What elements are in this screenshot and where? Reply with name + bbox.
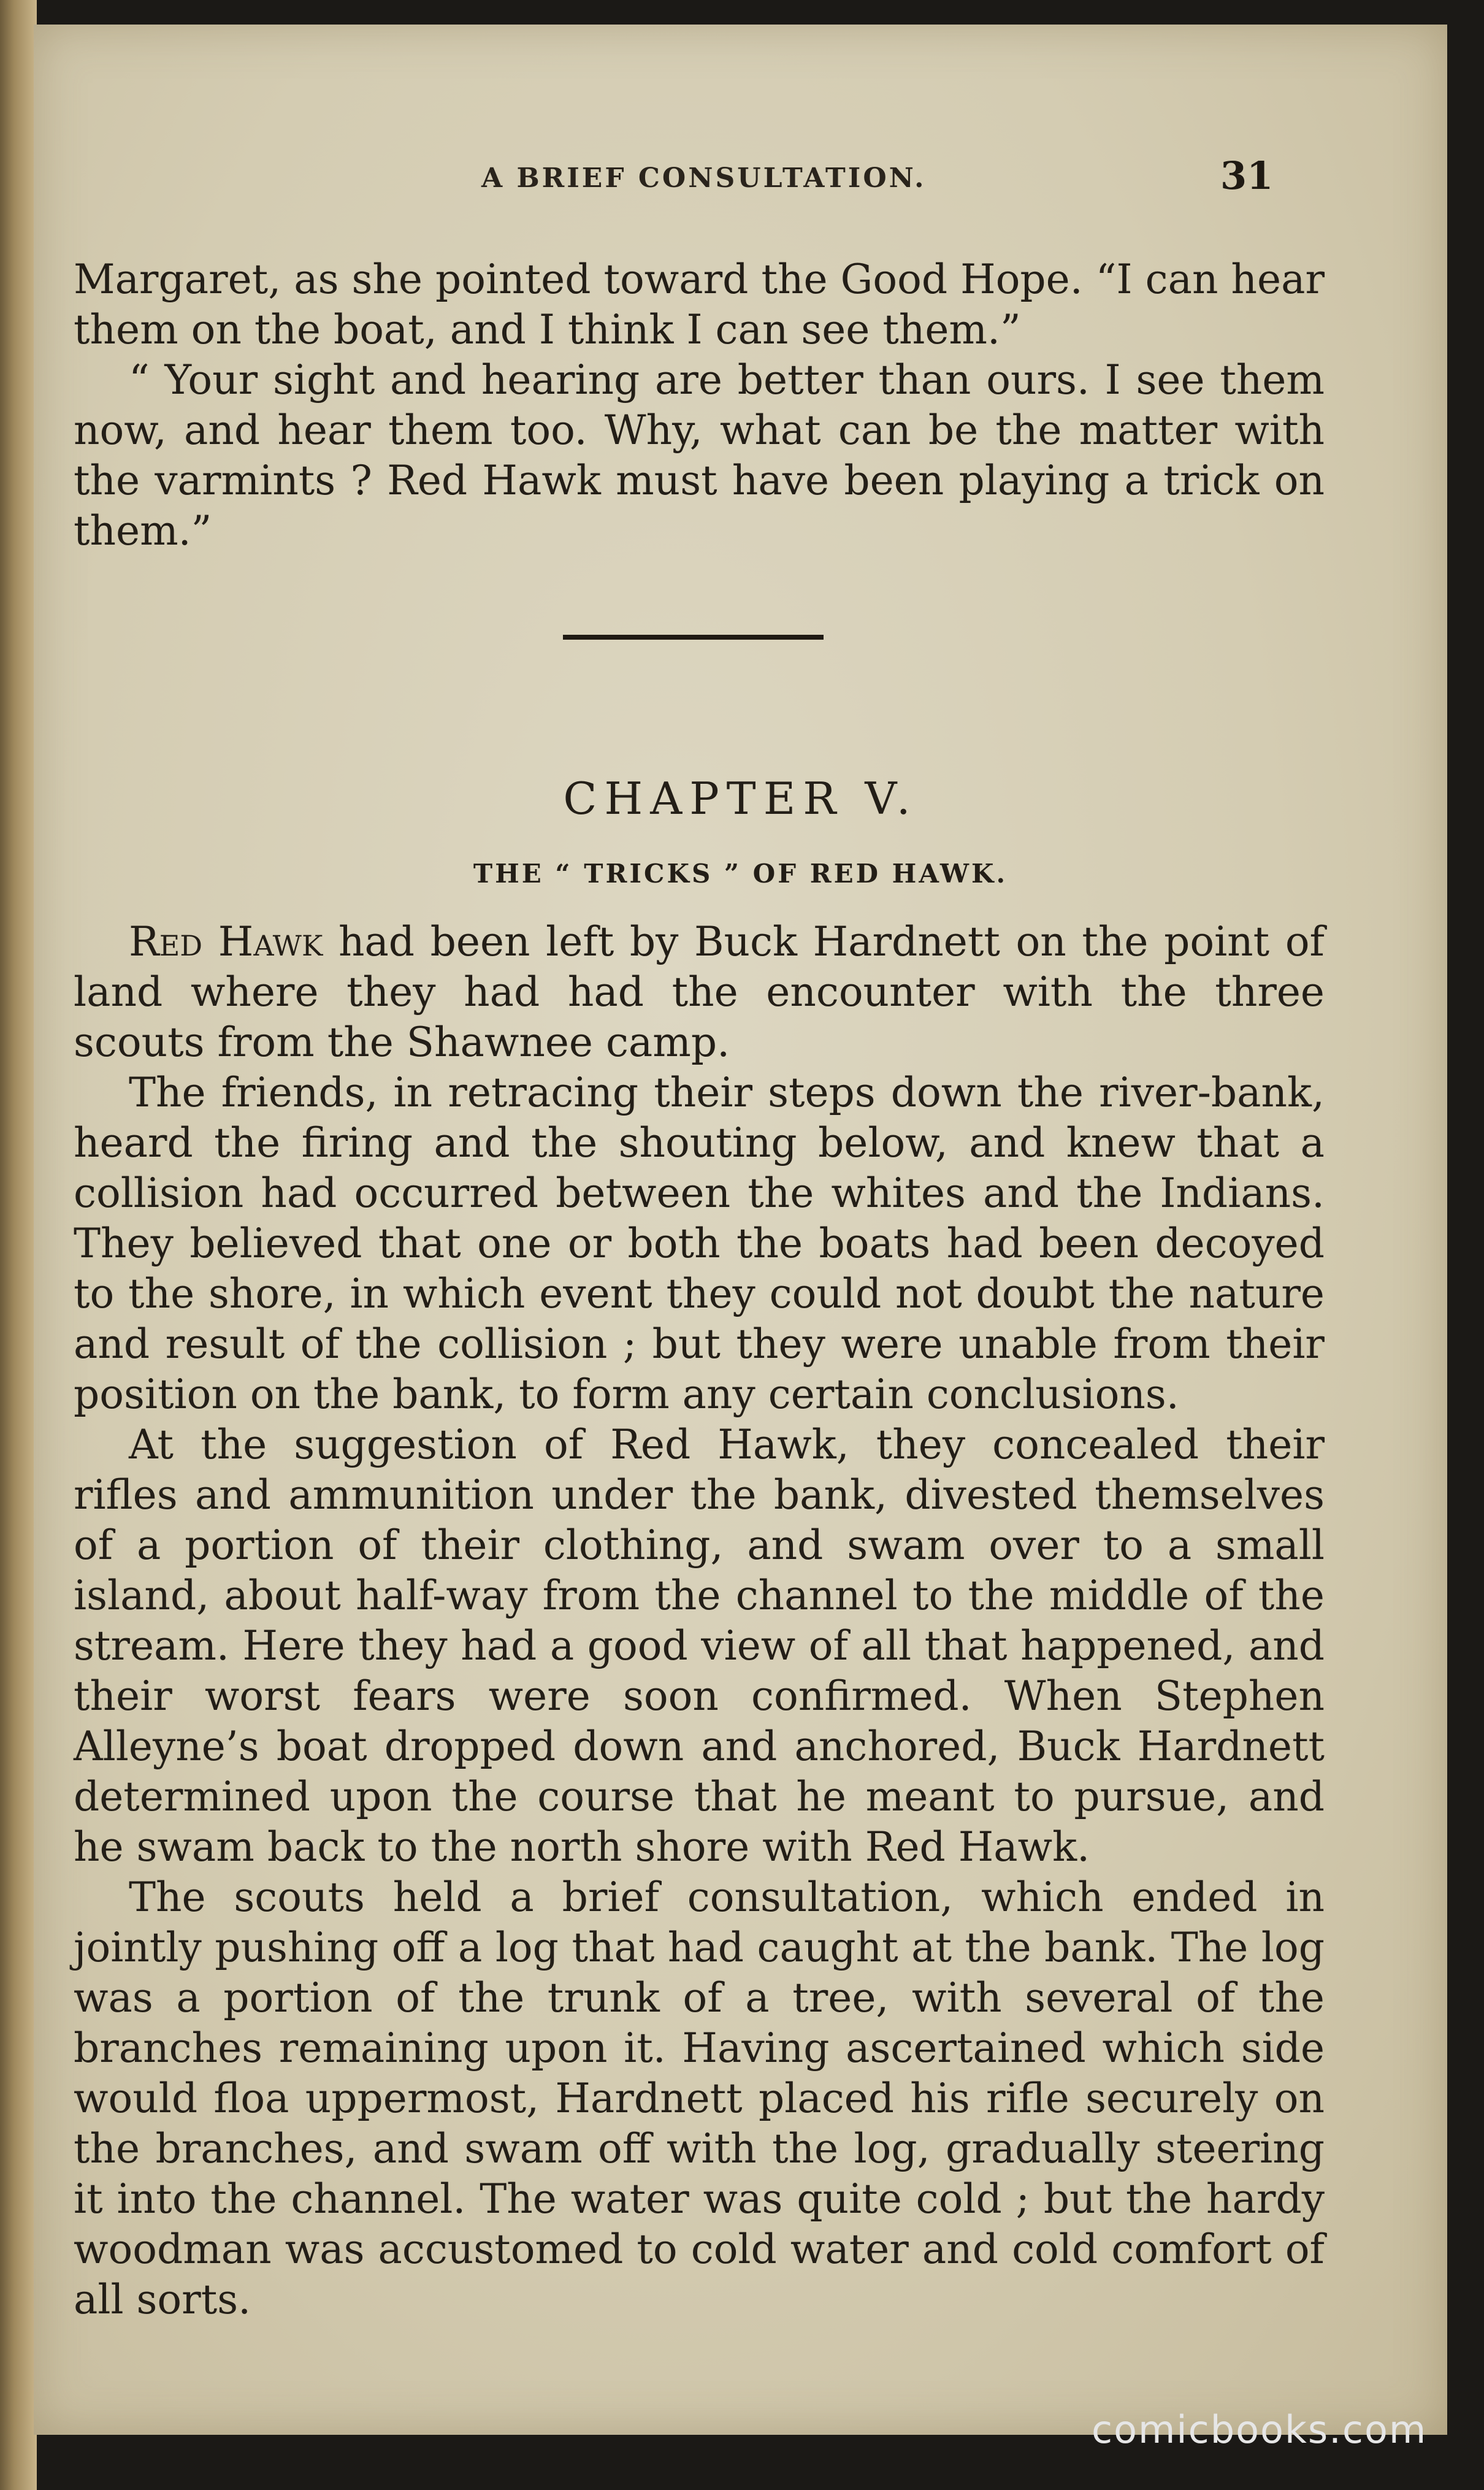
- paragraph: Margaret, as she pointed toward the Good Hope. “I can hear them on the boat, and I think I can see them.”: [74, 256, 1325, 353]
- running-title: A BRIEF CONSULTATION.: [481, 163, 927, 194]
- chapter-heading: CHAPTER V.: [563, 773, 918, 824]
- book-spine-edge: [0, 0, 37, 2490]
- paragraph: “ Your sight and hearing are better than ours. I see them now, and hear them too. Why, what can be the matter with the varmints ? Red Hawk must have been playing a trick on them.”: [74, 356, 1325, 554]
- paragraph: The friends, in retracing their steps down the river-bank, heard the firing and the shouting below, and knew that a collision had occurred between the whites and the Indians. They believed that one or both the boats had been decoyed to the shore, in which event they could not doubt the nature and result of the collision ; but they were unable from their position on the bank, to form any certain conclusions.: [74, 1069, 1325, 1418]
- paragraph: At the suggestion of Red Hawk, they concealed their rifles and ammunition under the bank, divested themselves of a portion of their clothing, and swam over to a small island, about half-way from the channel to the middle of the stream. Here they had a good view of all that happened, and their worst fears were soon confirmed. When Stephen Alleyne’s boat dropped down and anchored, Buck Hardnett determined upon the course that he meant to pursue, and he swam back to the north shore with Red Hawk.: [74, 1421, 1325, 1871]
- running-header: [34, 138, 1447, 205]
- previous-chapter-text: [74, 255, 1325, 556]
- chapter-subtitle: THE “ TRICKS ” OF RED HAWK.: [473, 859, 1008, 889]
- opening-small-caps: Red Hawk: [129, 918, 323, 965]
- section-divider-rule: [563, 635, 824, 640]
- site-watermark: comicbooks.com: [1092, 2407, 1428, 2452]
- page-number: 31: [1220, 153, 1274, 198]
- chapter-text: [74, 917, 1325, 2325]
- paragraph: [74, 917, 1325, 1068]
- book-page: [34, 25, 1447, 2435]
- paragraph: The scouts held a brief consultation, which ended in jointly pushing off a log that had caught at the bank. The log was a portion of the trunk of a tree, with several of the branches remaining upon it. Having ascertained which side would floa uppermost, Hardnett placed his rifle securely on the branches, and swam off with the log, gradually steering it into the channel. The water was quite cold ; but the hardy woodman was accustomed to cold water and cold comfort of all sorts.: [74, 1874, 1325, 2323]
- opening-text: had been left by Buck Hardnett on the point of land where they had had the encounter with the three scouts from the Shawnee camp.: [74, 918, 1325, 1066]
